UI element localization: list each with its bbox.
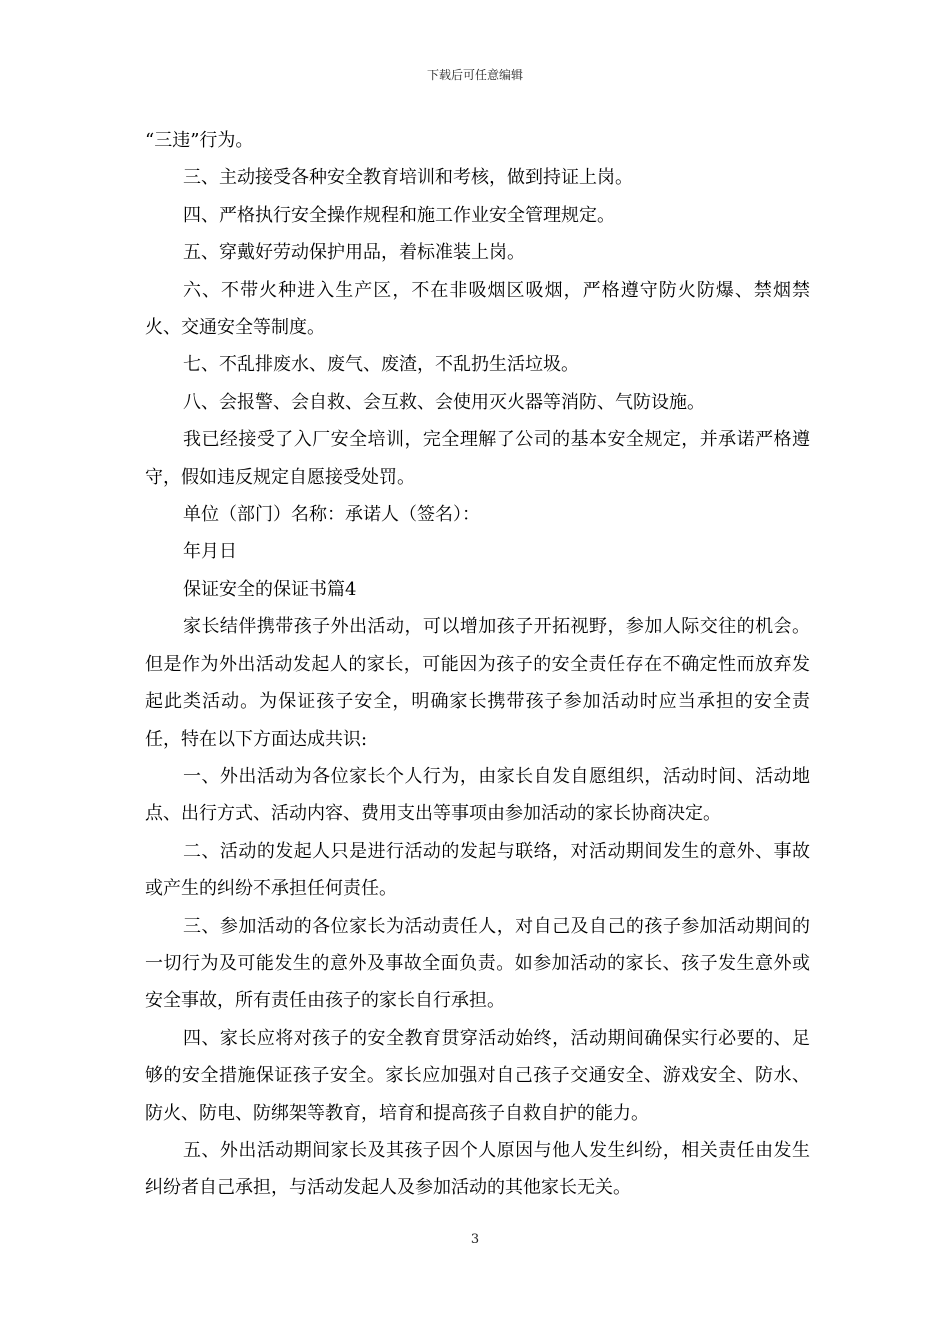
page-number: 3 bbox=[470, 1232, 480, 1247]
paragraph: 我已经接受了入厂安全培训，完全理解了公司的基本安全规定，并承诺严格遵守，假如违反规定自愿接受处罚。 bbox=[145, 429, 810, 488]
signature-line: 单位（部门）名称：承诺人（签名）： bbox=[183, 504, 480, 526]
paragraph: 五、外出活动期间家长及其孩子因个人原因与他人发生纠纷，相关责任由发生纠纷者自己承担，与活动发起人及参加活动的其他家长无关。 bbox=[145, 1139, 810, 1199]
paragraph: 八、会报警、会自救、会互救、会使用灭火器等消防、气防设施。 bbox=[183, 391, 705, 413]
paragraph: 一、外出活动为各位家长个人行为，由家长自发自愿组织，活动时间、活动地点、出行方式、活动内容、费用支出等事项由参加活动的家长协商决定。 bbox=[145, 765, 810, 825]
document-body bbox=[145, 122, 810, 1207]
paragraph: 六、不带火种进入生产区，不在非吸烟区吸烟，严格遵守防火防爆、禁烟禁火、交通安全等制度。 bbox=[145, 279, 810, 339]
paragraph: 四、严格执行安全操作规程和施工作业安全管理规定。 bbox=[183, 204, 615, 226]
paragraph: 四、家长应将对孩子的安全教育贯穿活动始终，活动期间确保实行必要的、足够的安全措施保证孩子安全。家长应加强对自己孩子交通安全、游戏安全、防水、防火、防电、防绑架等教育，培育和提高孩子自救自护的能力。 bbox=[145, 1027, 810, 1124]
paragraph: 家长结伴携带孩子外出活动，可以增加孩子开拓视野，参加人际交往的机会。但是作为外出活动发起人的家长，可能因为孩子的安全责任存在不确定性而放弃发起此类活动。为保证孩子安全，明确家长携带孩子参加活动时应当承担的安全责任，特在以下方面达成共识: bbox=[145, 616, 810, 750]
paragraph: 五、穿戴好劳动保护用品，着标准装上岗。 bbox=[183, 242, 525, 264]
paragraph: 七、不乱排废水、废气、废渣，不乱扔生活垃圾。 bbox=[183, 354, 579, 376]
paragraph: 三、主动接受各种安全教育培训和考核，做到持证上岗。 bbox=[183, 167, 633, 189]
paragraph: 二、活动的发起人只是进行活动的发起与联络，对活动期间发生的意外、事故或产生的纠纷不承担任何责任。 bbox=[145, 840, 810, 900]
section-title: 保证安全的保证书篇4 bbox=[183, 578, 357, 600]
paragraph: “三违”行为。 bbox=[145, 130, 254, 151]
date-line: 年月日 bbox=[183, 541, 237, 563]
paragraph: 三、参加活动的各位家长为活动责任人，对自己及自己的孩子参加活动期间的一切行为及可能发生的意外及事故全面负责。如参加活动的家长、孩子发生意外或安全事故，所有责任由孩子的家长自行承担。 bbox=[145, 915, 810, 1012]
page-header: 下载后可任意编辑 bbox=[426, 68, 523, 82]
